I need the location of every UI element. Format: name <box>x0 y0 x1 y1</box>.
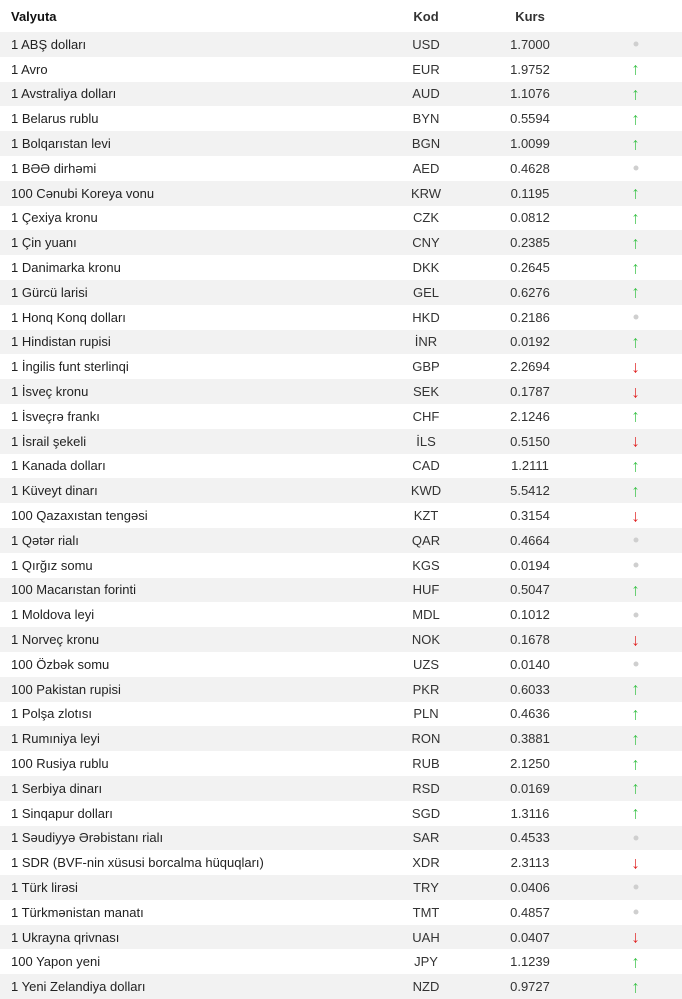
arrow-up-icon: ↑ <box>631 233 640 253</box>
currency-name: 1 Ukrayna qrivnası <box>11 929 120 945</box>
table-row <box>0 454 682 479</box>
arrow-up-icon: ↑ <box>631 679 640 699</box>
table-row <box>0 875 682 900</box>
currency-rate: 1.2111 <box>511 458 549 474</box>
dot-icon <box>633 662 638 667</box>
table-row <box>0 181 682 206</box>
trend-cell <box>589 379 682 404</box>
trend-cell <box>589 305 682 330</box>
arrow-up-icon: ↑ <box>631 258 640 278</box>
table-row <box>0 826 682 851</box>
currency-name: 1 Danimarka kronu <box>11 260 121 276</box>
currency-code: PKR <box>412 681 440 697</box>
currency-code: DKK <box>412 260 440 276</box>
currency-rate: 0.5150 <box>510 433 550 449</box>
arrow-up-icon: ↑ <box>631 754 640 773</box>
arrow-up-icon: ↑ <box>631 803 640 823</box>
currency-rate: 1.3116 <box>510 805 550 821</box>
currency-rate: 0.1012 <box>510 607 550 623</box>
currency-rate: 0.3881 <box>510 731 550 747</box>
currency-name: 1 Bolqarıstan levi <box>11 136 111 152</box>
table-row <box>0 230 682 255</box>
currency-rate: 0.1195 <box>510 185 550 201</box>
currency-code: MDL <box>412 607 440 623</box>
currency-name: 1 Səudiyyə Ərəbistanı rialı <box>11 830 164 846</box>
currency-name: 1 Kanada dolları <box>11 458 106 474</box>
trend-cell <box>589 677 682 702</box>
table-row <box>0 553 682 578</box>
currency-code: RSD <box>412 780 440 796</box>
currency-rate: 0.0407 <box>510 929 550 945</box>
arrow-down-icon: ↓ <box>631 357 640 377</box>
currency-code: EUR <box>412 61 440 77</box>
table-row <box>0 528 682 553</box>
table-row <box>0 32 682 57</box>
trend-cell <box>589 949 682 974</box>
currency-name: 1 Türk lirəsi <box>11 879 78 895</box>
currency-rate: 0.0194 <box>510 557 550 573</box>
column-header-currency: Valyuta <box>11 8 57 24</box>
table-row <box>0 429 682 454</box>
currency-rate: 1.1076 <box>510 86 550 102</box>
trend-cell <box>589 751 682 776</box>
table-row <box>0 379 682 404</box>
currency-rate: 0.0812 <box>510 210 550 226</box>
dot-icon <box>633 835 638 840</box>
currency-name: 1 Gürcü larisi <box>11 284 88 300</box>
trend-cell <box>589 478 682 503</box>
table-row <box>0 652 682 677</box>
arrow-up-icon: ↑ <box>631 406 640 426</box>
trend-cell <box>589 801 682 826</box>
table-row <box>0 925 682 950</box>
trend-cell <box>589 106 682 131</box>
currency-code: KZT <box>413 508 439 524</box>
currency-rate: 0.3154 <box>510 508 550 524</box>
table-row <box>0 478 682 503</box>
currency-code: KGS <box>412 557 440 573</box>
currency-code: CAD <box>412 458 440 474</box>
trend-cell <box>589 57 682 82</box>
currency-name: 1 Polşa zlotısı <box>11 706 92 722</box>
table-row <box>0 255 682 280</box>
currency-name: 1 İngilis funt sterlinqi <box>11 359 129 375</box>
table-row <box>0 801 682 826</box>
currency-code: JPY <box>414 954 438 970</box>
table-row <box>0 82 682 107</box>
currency-name: 1 İsrail şekeli <box>11 433 87 449</box>
arrow-up-icon: ↑ <box>631 134 640 154</box>
table-row <box>0 850 682 875</box>
trend-cell <box>589 528 682 553</box>
currency-code: TMT <box>412 904 440 920</box>
currency-rate: 1.1239 <box>510 954 550 970</box>
currency-rate: 0.4636 <box>510 706 550 722</box>
currency-name: 1 Yeni Zelandiya dolları <box>11 979 146 995</box>
currency-code: KRW <box>410 185 442 201</box>
currency-name: 1 Çin yuanı <box>11 235 77 251</box>
column-header-code: Kod <box>413 8 439 24</box>
currency-name: 1 Hindistan rupisi <box>11 334 111 350</box>
table-row <box>0 330 682 355</box>
table-header <box>0 0 682 32</box>
trend-cell <box>589 354 682 379</box>
table-row <box>0 206 682 231</box>
trend-cell <box>589 32 682 57</box>
currency-name: 1 Avstraliya dolları <box>11 86 117 102</box>
table-row <box>0 503 682 528</box>
currency-name: 100 Qazaxıstan tengəsi <box>11 508 148 524</box>
currency-code: İNR <box>414 334 438 350</box>
dot-icon <box>633 166 638 171</box>
currency-code: XDR <box>412 855 440 871</box>
currency-code: PLN <box>413 706 439 722</box>
trend-cell <box>589 925 682 950</box>
trend-cell <box>589 230 682 255</box>
currency-rate: 5.5412 <box>510 483 550 499</box>
currency-code: UZS <box>413 656 439 672</box>
dot-icon <box>633 315 638 320</box>
currency-code: KWD <box>410 483 442 499</box>
currency-rate: 0.1787 <box>510 384 550 400</box>
currency-rate: 0.9727 <box>510 979 550 995</box>
currency-name: 100 Macarıstan forinti <box>11 582 137 598</box>
currency-rate: 0.2385 <box>510 235 550 251</box>
currency-rate: 2.1246 <box>510 408 550 424</box>
currency-code: CHF <box>412 408 440 424</box>
trend-cell <box>589 82 682 107</box>
currency-rate: 0.2186 <box>510 309 550 325</box>
currency-code: GEL <box>412 284 439 300</box>
arrow-up-icon: ↑ <box>631 84 640 104</box>
currency-name: 100 Pakistan rupisi <box>11 681 121 697</box>
currency-rate: 2.1250 <box>510 756 550 771</box>
currency-code: CZK <box>413 210 439 226</box>
currency-code: TRY <box>413 879 439 895</box>
dot-icon <box>633 538 638 543</box>
column-header-rate: Kurs <box>515 8 545 24</box>
currency-rate: 1.0099 <box>510 136 550 152</box>
currency-rate: 0.6276 <box>510 284 550 300</box>
trend-cell <box>589 255 682 280</box>
currency-rate: 0.2645 <box>510 260 550 276</box>
arrow-up-icon: ↑ <box>631 456 640 476</box>
currency-code: NOK <box>411 632 441 648</box>
dot-icon <box>633 42 638 47</box>
trend-cell <box>589 553 682 578</box>
currency-name: 1 Qırğız somu <box>11 557 93 573</box>
currency-name: 1 Qətər rialı <box>11 532 79 548</box>
arrow-down-icon: ↓ <box>631 630 640 650</box>
table-row <box>0 156 682 181</box>
dot-icon <box>633 612 638 617</box>
currency-rate: 2.2694 <box>510 359 550 375</box>
currency-name: 1 BƏƏ dirhəmi <box>11 160 97 176</box>
currency-name: 1 Honq Konq dolları <box>11 309 126 325</box>
currency-name: 1 Rumıniya leyi <box>11 731 100 747</box>
arrow-down-icon: ↓ <box>631 506 640 526</box>
currency-name: 1 Sinqapur dolları <box>11 805 113 821</box>
trend-cell <box>589 404 682 429</box>
currency-code: CNY <box>412 235 440 251</box>
arrow-up-icon: ↑ <box>631 977 640 997</box>
currency-code: UAH <box>412 929 440 945</box>
trend-cell <box>589 702 682 727</box>
trend-cell <box>589 503 682 528</box>
trend-cell <box>589 578 682 603</box>
table-row <box>0 751 682 776</box>
arrow-down-icon: ↓ <box>631 853 640 873</box>
table-row <box>0 627 682 652</box>
dot-icon <box>633 910 638 915</box>
arrow-up-icon: ↑ <box>631 332 640 352</box>
table-row <box>0 776 682 801</box>
currency-rate: 0.4857 <box>510 904 550 920</box>
arrow-up-icon: ↑ <box>631 109 640 129</box>
arrow-down-icon: ↓ <box>631 927 640 947</box>
trend-cell <box>589 776 682 801</box>
currency-name: 1 SDR (BVF-nin xüsusi borcalma hüquqları) <box>11 855 264 871</box>
trend-cell <box>589 826 682 851</box>
currency-code: SAR <box>412 830 440 846</box>
currency-rate: 0.1678 <box>510 632 550 648</box>
table-row <box>0 602 682 627</box>
table-row <box>0 404 682 429</box>
table-row <box>0 726 682 751</box>
currency-name: 100 Cənubi Koreya vonu <box>11 185 155 201</box>
currency-name: 1 Serbiya dinarı <box>11 780 103 796</box>
table-row <box>0 106 682 131</box>
dot-icon <box>633 563 638 568</box>
arrow-up-icon: ↑ <box>631 778 640 798</box>
currency-rate: 0.0140 <box>510 656 550 672</box>
currency-code: İLS <box>416 433 436 449</box>
currency-rate: 0.5047 <box>510 582 550 598</box>
currency-code: RON <box>411 731 441 747</box>
trend-cell <box>589 206 682 231</box>
currency-name: 100 Özbək somu <box>11 656 110 672</box>
currency-rate: 0.4533 <box>510 830 550 846</box>
table-row <box>0 131 682 156</box>
currency-code: SGD <box>411 805 441 821</box>
currency-rate: 0.0169 <box>510 780 550 796</box>
currency-name: 1 Norveç kronu <box>11 632 100 648</box>
arrow-up-icon: ↑ <box>631 580 640 600</box>
arrow-down-icon: ↓ <box>631 382 640 402</box>
currency-name: 1 İsveçrə frankı <box>11 408 100 424</box>
currency-name: 1 Türkmənistan manatı <box>11 904 144 920</box>
table-row <box>0 949 682 974</box>
currency-name: 1 Avro <box>11 61 48 77</box>
arrow-up-icon: ↑ <box>631 481 640 501</box>
table-row <box>0 305 682 330</box>
arrow-up-icon: ↑ <box>631 208 640 228</box>
currency-rate: 0.6033 <box>510 681 550 697</box>
trend-cell <box>589 429 682 454</box>
table-body <box>0 32 682 999</box>
trend-cell <box>589 875 682 900</box>
currency-code: AUD <box>412 86 440 102</box>
currency-code: BGN <box>411 136 441 152</box>
table-row <box>0 677 682 702</box>
trend-cell <box>589 156 682 181</box>
trend-cell <box>589 900 682 925</box>
dot-icon <box>633 885 638 890</box>
currency-code: USD <box>412 36 440 52</box>
table-row <box>0 578 682 603</box>
currency-rate: 0.4664 <box>510 532 550 548</box>
trend-cell <box>589 280 682 305</box>
trend-cell <box>589 330 682 355</box>
arrow-up-icon: ↑ <box>631 282 640 302</box>
trend-cell <box>589 726 682 751</box>
currency-name: 1 ABŞ dolları <box>11 36 87 52</box>
arrow-up-icon: ↑ <box>631 59 640 79</box>
arrow-down-icon: ↓ <box>631 431 640 451</box>
currency-code: HUF <box>412 582 440 598</box>
arrow-up-icon: ↑ <box>631 729 640 749</box>
currency-code: AED <box>412 160 440 176</box>
table-row <box>0 354 682 379</box>
currency-rate: 2.3113 <box>510 855 550 871</box>
currency-code: QAR <box>411 532 441 548</box>
trend-cell <box>589 181 682 206</box>
trend-cell <box>589 652 682 677</box>
currency-name: 1 Küveyt dinarı <box>11 483 98 499</box>
arrow-up-icon: ↑ <box>631 183 640 203</box>
currency-rate: 1.7000 <box>510 36 550 52</box>
trend-cell <box>589 454 682 479</box>
currency-rate: 0.0406 <box>510 879 550 895</box>
currency-name: 1 Belarus rublu <box>11 111 99 127</box>
currency-name: 1 İsveç kronu <box>11 384 89 400</box>
table-row <box>0 280 682 305</box>
trend-cell <box>589 850 682 875</box>
trend-cell <box>589 602 682 627</box>
table-row <box>0 702 682 727</box>
currency-rate: 0.0192 <box>510 334 550 350</box>
trend-cell <box>589 974 682 999</box>
currency-rate: 0.5594 <box>510 111 550 127</box>
currency-name: 1 Çexiya kronu <box>11 210 98 226</box>
trend-cell <box>589 131 682 156</box>
table-row <box>0 57 682 82</box>
currency-rate: 0.4628 <box>510 160 550 176</box>
currency-code: RUB <box>412 756 440 771</box>
column-header-trend <box>589 0 682 32</box>
currency-name: 100 Yapon yeni <box>11 954 101 970</box>
currency-rate: 1.9752 <box>510 61 550 77</box>
currency-name: 100 Rusiya rublu <box>11 756 109 771</box>
currency-code: NZD <box>412 979 440 995</box>
table-row <box>0 900 682 925</box>
currency-code: HKD <box>412 309 440 325</box>
trend-cell <box>589 627 682 652</box>
currency-code: SEK <box>412 384 439 400</box>
currency-name: 1 Moldova leyi <box>11 607 95 623</box>
currency-code: GBP <box>412 359 440 375</box>
table-row <box>0 974 682 999</box>
arrow-up-icon: ↑ <box>631 704 640 724</box>
currency-code: BYN <box>412 111 440 127</box>
arrow-up-icon: ↑ <box>631 952 640 972</box>
